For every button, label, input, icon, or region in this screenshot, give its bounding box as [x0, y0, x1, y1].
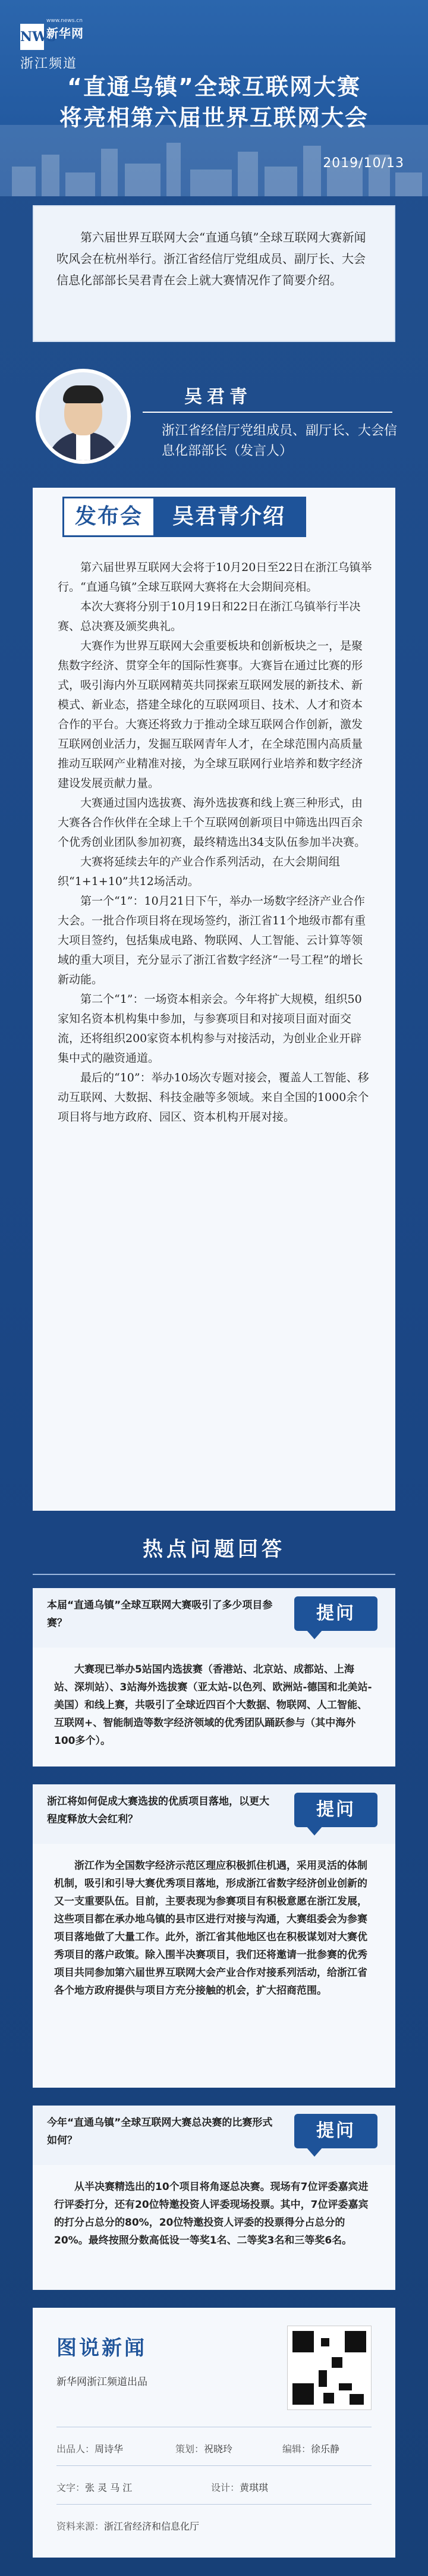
speech-tail-icon	[306, 1630, 323, 1639]
answer-text: 大赛现已举办5站国内选拔赛（香港站、北京站、成都站、上海站、深圳站）、3站海外选拔赛（亚太站-以色列、欧洲站-德国和北美站-美国）和线上赛，共吸引了全球近四百个大数据、物联网、人工智能、互联网+、智能制造等数字经济领域的优秀团队踊跃参与（其中海外100多个）。	[54, 1664, 372, 1747]
paragraph: 第二个“1”：一场资本相亲会。今年将扩大规模，组织50家知名资本机构集中参加，与参赛项目和对接项目面对面交流，还将组织200家资本机构参与对接活动，为创业企业开辟集中式的融资通道。	[58, 993, 362, 1065]
paragraph: 大赛将延续去年的产业合作系列活动，在大会期间组织“1+1+10”共12场活动。	[58, 855, 341, 888]
credit-value: 徐乐静	[311, 2443, 340, 2455]
credit-value: 祝晓玲	[204, 2443, 233, 2455]
avatar-shirt	[76, 432, 90, 462]
avatar-hair	[63, 385, 103, 403]
qa-block-1	[33, 1588, 395, 1767]
footer-title: 图说新闻	[56, 2336, 147, 2360]
speaker-name: 吴君青	[184, 387, 252, 407]
tag-right: 吴君青介绍	[153, 498, 304, 535]
footer-divider	[56, 2504, 372, 2505]
briefing-body	[58, 558, 373, 1127]
logo-mark: NWS	[20, 24, 44, 50]
footer-divider	[56, 2465, 372, 2466]
briefing-card	[33, 488, 395, 1511]
question-text: 今年“直通乌镇”全球互联网大赛总决赛的比赛形式如何？	[47, 2117, 273, 2147]
paragraph: 本次大赛将分别于10月19日和22日在浙江乌镇举行半决赛、总决赛及颁奖典礼。	[58, 600, 361, 633]
intro-text: 第六届世界互联网大会“直通乌镇”全球互联网大赛新闻吹风会在杭州举行。浙江省经信厅党组成员、副厅长、大会信息化部部长吴君青在会上就大赛情况作了简要介绍。	[56, 230, 366, 287]
question-badge-label: 提问	[294, 2114, 377, 2148]
speech-tail-icon	[306, 1826, 323, 1835]
answer-box	[33, 2165, 395, 2290]
name-divider	[143, 412, 392, 413]
question-box	[33, 1588, 395, 1648]
paragraph: 最后的“10”：举办10场次专题对接会，覆盖人工智能、移动互联网、大数据、科技金融等多领域。来自全国的1000余个项目将与地方政府、园区、资本机构开展对接。	[58, 1071, 369, 1124]
credit-label: 设计：	[211, 2482, 240, 2493]
qa-block-2	[33, 1784, 395, 2088]
footer-org: 新华网浙江频道出品	[56, 2376, 147, 2388]
question-text: 浙江将如何促成大赛选拔的优质项目落地，以更大程度释放大会红利？	[47, 1796, 269, 1825]
question-badge-label: 提问	[294, 1793, 377, 1827]
credit-value: 张 灵 马 江	[85, 2482, 133, 2493]
credit-planner	[175, 2442, 232, 2455]
speech-tail-icon	[306, 2147, 323, 2157]
paragraph: 第六届世界互联网大会将于10月20日至22日在浙江乌镇举行。“直通乌镇”全球互联网大赛将在大会期间亮相。	[58, 561, 372, 594]
answer-box	[33, 1844, 395, 2088]
logo-url: www.news.cn	[46, 18, 83, 24]
speaker-position: 浙江省经信厅党组成员、副厅长、大会信息化部部长（发言人）	[162, 423, 398, 459]
credit-source	[56, 2519, 199, 2533]
credit-label: 策划：	[175, 2443, 204, 2455]
credit-supervisor	[56, 2442, 123, 2455]
qa-block-3	[33, 2106, 395, 2290]
credit-label: 文字：	[56, 2482, 86, 2493]
question-badge-label: 提问	[294, 1596, 377, 1631]
briefing-tag	[62, 497, 306, 537]
avatar	[36, 369, 131, 464]
answer-text: 浙江作为全国数字经济示范区理应积极抓住机遇，采用灵活的体制机制，吸引和引导大赛优秀项目落地，形成浙江省数字经济创业创新的又一支重要队伍。目前，主要表现为参赛项目有积极意愿在浙江发展，这些项目都在承办地乌镇的县市区进行对接与沟通，大赛组委会为参赛项目落地做了大量工作。此外，浙江省其他地区也在积极谋划对大赛优秀项目的落户政策。除入围半决赛项目，我们还将邀请一批参赛的优秀项目共同参加第六届世界互联网大会产业合作对接系列活动，给浙江省各个地方政府提供与项目方充分接触的机会，扩大招商范围。	[54, 1860, 367, 1997]
answer-box	[33, 1648, 395, 1767]
paragraph: 第一个“1”：10月21日下午，举办一场数字经济产业合作大会。一批合作项目将在现场签约，浙江省11个地级市都有重大项目签约，包括集成电路、物联网、人工智能、云计算等领域的重大项目，充分显示了浙江省数字经济“一号工程”的增长新动能。	[58, 895, 366, 986]
tag-left: 发布会	[64, 498, 153, 535]
credit-design	[211, 2480, 268, 2494]
credit-value: 黄琪琪	[240, 2482, 269, 2493]
intro-box	[33, 205, 395, 342]
section-title: 热点问题回答	[143, 1538, 285, 1561]
page-title	[0, 71, 428, 133]
credit-label: 编辑：	[282, 2443, 311, 2455]
question-badge	[294, 2114, 377, 2155]
credit-editor	[282, 2442, 339, 2455]
logo-channel: 浙江频道	[20, 57, 78, 71]
question-badge	[294, 1596, 377, 1638]
question-badge	[294, 1793, 377, 1834]
question-text: 本届“直通乌镇”全球互联网大赛吸引了多少项目参赛？	[47, 1599, 273, 1629]
title-line-1: “直通乌镇”全球互联网大赛	[67, 74, 361, 100]
qr-code-icon	[287, 2326, 372, 2410]
credit-value: 浙江省经济和信息化厅	[104, 2521, 200, 2532]
credit-value: 周诗华	[95, 2443, 124, 2455]
title-line-2: 将亮相第六届世界互联网大会	[59, 105, 369, 131]
footer	[33, 2308, 395, 2558]
paragraph: 大赛作为世界互联网大会重要板块和创新板块之一，是聚焦数字经济、贯穿全年的国际性赛事。大赛旨在通过比赛的形式，吸引海内外互联网精英共同探索互联网发展的新技术、新模式、新业态，搭建全球化的互联网项目、技术、人才和资本合作的平台。大赛还将致力于推动全球互联网合作创新，激发互联网创业活力，发掘互联网青年人才，在全球范围内高质量推动互联网产业精准对接，为全球互联网行业培养和数字经济建设发展贡献力量。	[58, 639, 363, 790]
header-banner	[0, 0, 428, 196]
section-header	[0, 1529, 428, 1570]
speaker-profile	[24, 357, 404, 470]
publish-date: 2019/10/13	[323, 156, 404, 171]
paragraph: 大赛通过国内选拔赛、海外选拔赛和线上赛三种形式，由大赛各合作伙伴在全球上千个互联网创新项目中筛选出四百余个优秀创业团队参加初赛，最终精选出34支队伍参加半决赛。	[58, 796, 366, 849]
logo-brand: 新华网	[46, 26, 84, 40]
credit-label: 出品人：	[56, 2443, 95, 2455]
answer-text: 从半决赛精选出的10个项目将角逐总决赛。现场有7位评委嘉宾进行评委打分，还有20位特邀投资人评委现场投票。其中，7位评委嘉宾的打分占总分的80%，20位特邀投资人评委的投票得分占总分的20%。最终按照分数高低设一等奖1名、二等奖3名和三等奖6名。	[54, 2181, 369, 2246]
question-box	[33, 1784, 395, 1844]
credit-text	[56, 2480, 132, 2494]
credit-label: 资料来源：	[56, 2521, 105, 2532]
question-box	[33, 2106, 395, 2165]
section-divider	[33, 1574, 395, 1575]
